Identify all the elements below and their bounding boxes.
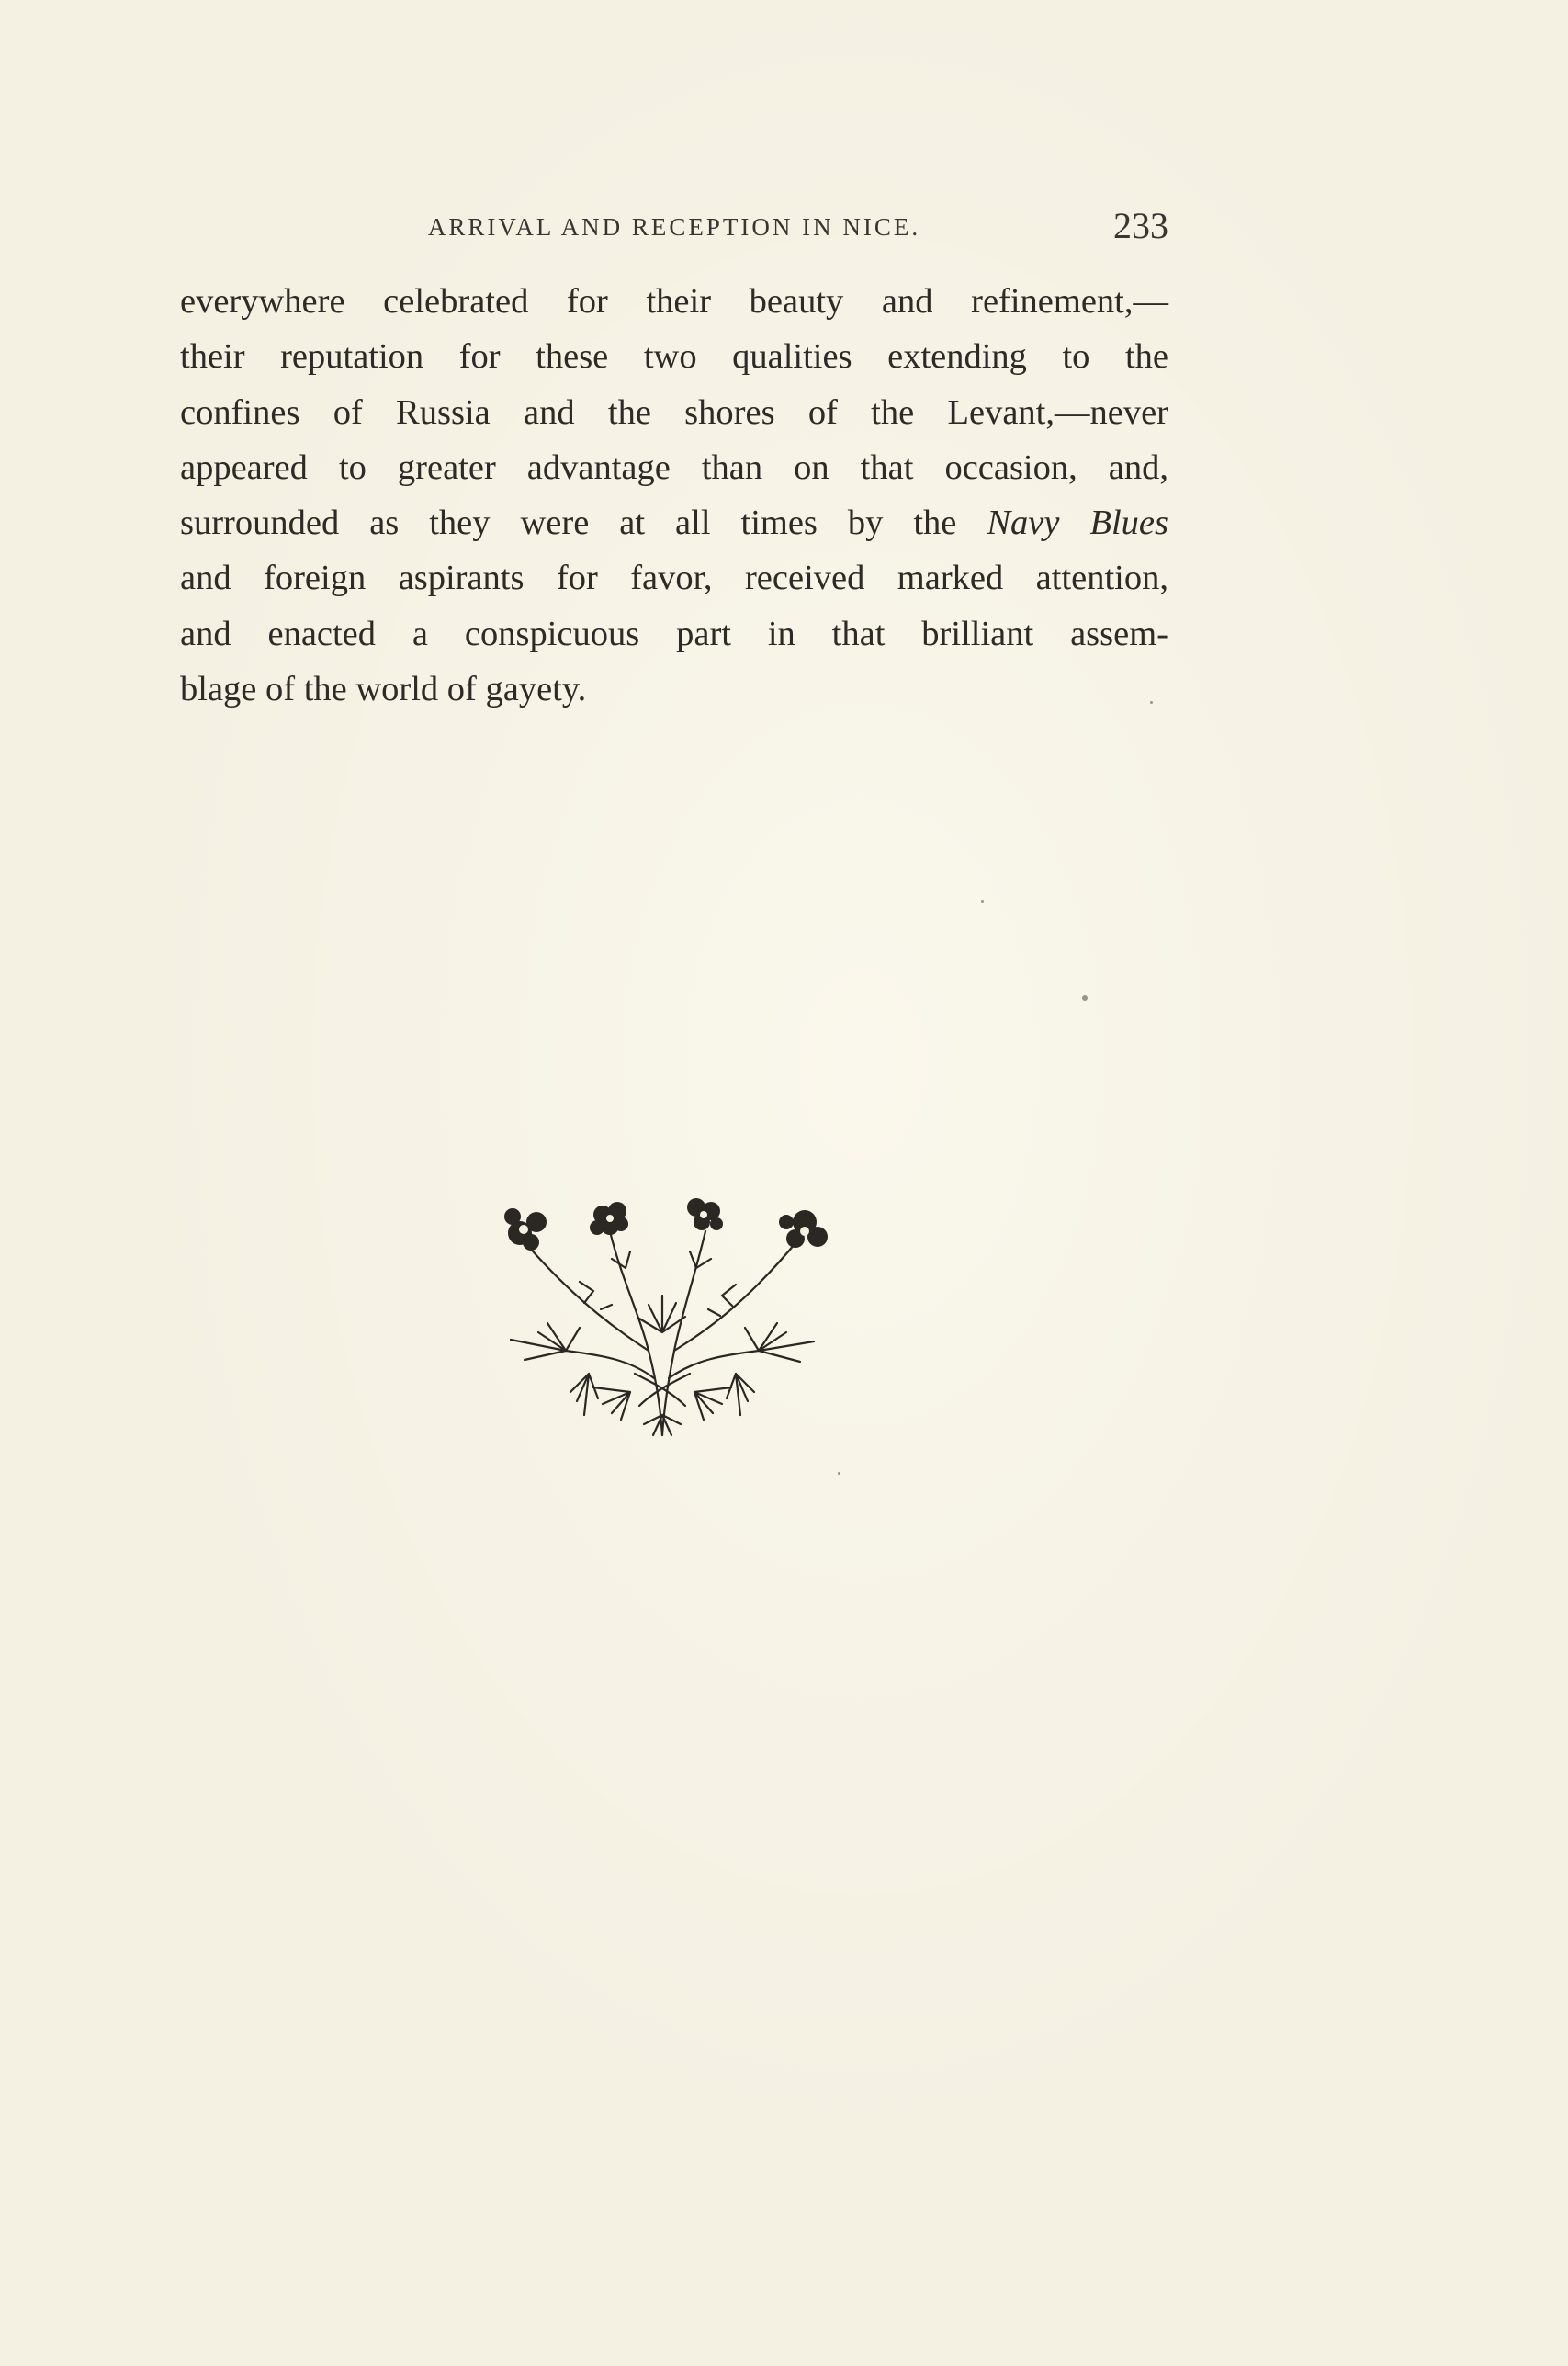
- text-line-7: and enacted a conspicuous part in that brilliant assem-: [180, 614, 1168, 653]
- page-number: 233: [1113, 205, 1168, 246]
- paper-speck: [981, 900, 984, 903]
- paper-speck: [838, 1472, 840, 1475]
- body-paragraph: [180, 274, 1168, 717]
- text-line-5-roman: surrounded as they were at all times by the: [180, 504, 987, 543]
- navy-blues-italic: Navy Blues: [987, 504, 1168, 543]
- text-line-4: appeared to greater advantage than on that occasion, and,: [180, 447, 1168, 487]
- text-line-1: everywhere celebrated for their beauty and refinement,—: [180, 282, 1168, 321]
- text-line-6: and foreign aspirants for favor, received marked attention,: [180, 559, 1168, 598]
- text-line-2: their reputation for these two qualities extending to the: [180, 337, 1168, 377]
- text-line-8: blage of the world of gayety.: [180, 670, 587, 709]
- running-title: ARRIVAL AND RECEPTION IN NICE.: [427, 213, 921, 241]
- running-head: [180, 204, 1168, 250]
- floral-tailpiece-icon: [492, 1194, 832, 1443]
- paper-speck: [1150, 701, 1153, 704]
- text-line-5: [180, 495, 1168, 550]
- text-line-3: confines of Russia and the shores of the Levant,—never: [180, 392, 1168, 432]
- paper-speck: [1082, 995, 1088, 1001]
